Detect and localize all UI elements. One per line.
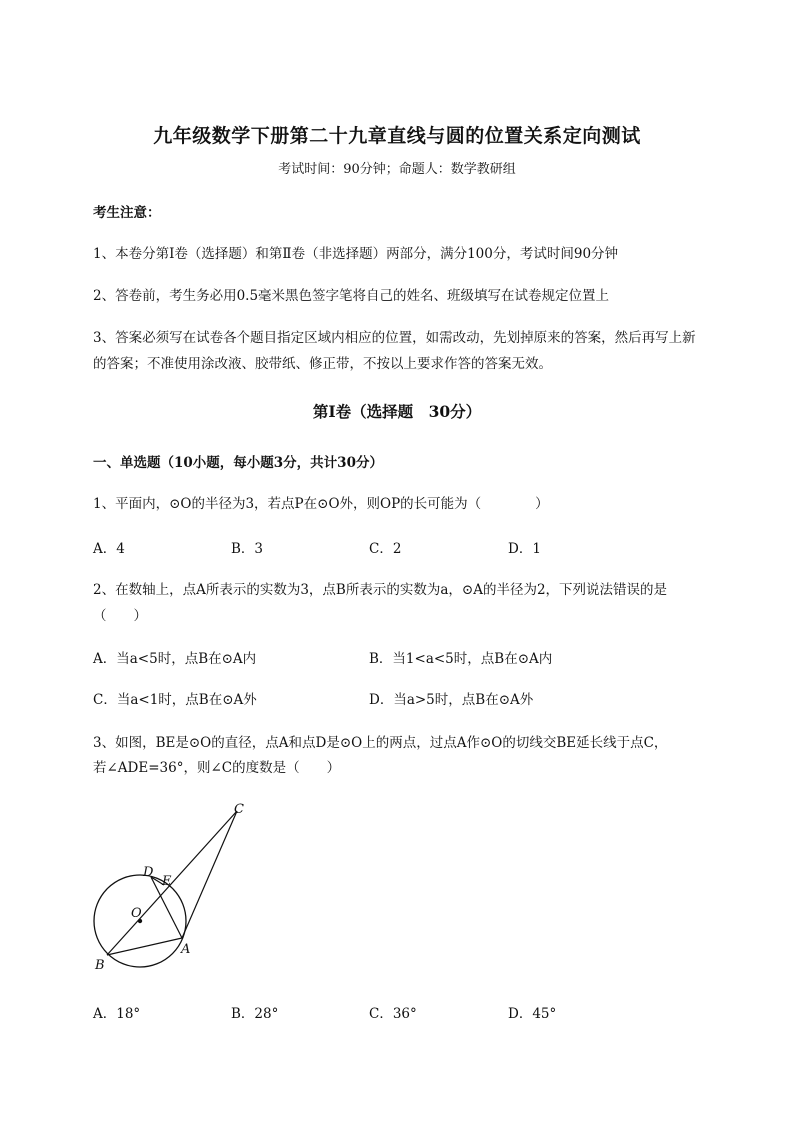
label-e: E: [162, 874, 172, 889]
notice-heading: 考生注意：: [93, 205, 161, 221]
label-o: O: [131, 906, 142, 921]
question-2-option-b[interactable]: B．当1<a<5时，点B在⊙A内: [369, 651, 553, 667]
question-2-text-cont: （ ）: [93, 608, 147, 624]
notice-item-1: 1、本卷分第I卷（选择题）和第Ⅱ卷（非选择题）两部分，满分100分，考试时间90分钟: [93, 246, 619, 262]
question-3-text-cont: 若∠ADE=36°，则∠C的度数是（ ）: [93, 760, 341, 776]
question-3-option-c[interactable]: C．36°: [369, 1006, 417, 1022]
question-2-option-c[interactable]: C．当a<1时，点B在⊙A外: [93, 692, 257, 708]
question-3-option-d[interactable]: D．45°: [508, 1006, 557, 1022]
part-heading: 一、单选题（10小题，每小题3分，共计30分）: [93, 455, 383, 471]
question-2-option-d[interactable]: D．当a>5时，点B在⊙A外: [369, 692, 534, 708]
section-title: 第I卷（选择题 30分）: [312, 402, 482, 421]
notice-item-3: 3、答案必须写在试卷各个题目指定区域内相应的位置，如需改动，先划掉原来的答案，然后再写上新: [93, 330, 696, 346]
question-1-option-d[interactable]: D．1: [508, 541, 541, 557]
question-1-text: 1、平面内，⊙O的半径为3，若点P在⊙O外，则OP的长可能为（ ）: [93, 496, 549, 512]
question-3-option-b[interactable]: B．28°: [231, 1006, 279, 1022]
label-a: A: [181, 942, 191, 957]
question-3-figure: [85, 795, 260, 980]
notice-item-2: 2、答卷前，考生务必用0.5毫米黑色签字笔将自己的姓名、班级填写在试卷规定位置上: [93, 288, 610, 304]
page-title: 九年级数学下册第二十九章直线与圆的位置关系定向测试: [153, 125, 641, 147]
label-c: C: [234, 802, 244, 817]
label-b: B: [95, 958, 105, 973]
line-bc: [107, 811, 237, 955]
question-3-option-a[interactable]: A．18°: [93, 1006, 141, 1022]
tangent-ac: [182, 811, 237, 938]
label-d: D: [143, 865, 154, 880]
page-subtitle: 考试时间：90分钟；命题人：数学教研组: [278, 162, 516, 177]
notice-item-3-cont: 的答案；不准使用涂改液、胶带纸、修正带，不按以上要求作答的答案无效。: [93, 356, 552, 372]
question-2-option-a[interactable]: A．当a<5时，点B在⊙A内: [93, 651, 257, 667]
chord-ba: [107, 938, 182, 955]
question-3-text: 3、如图，BE是⊙O的直径，点A和点D是⊙O上的两点，过点A作⊙O的切线交BE延长线于点C，: [93, 735, 668, 751]
question-1-option-b[interactable]: B．3: [231, 541, 264, 557]
question-1-option-c[interactable]: C．2: [369, 541, 402, 557]
question-2-text: 2、在数轴上，点A所表示的实数为3，点B所表示的实数为a，⊙A的半径为2，下列说法错误的是: [93, 582, 668, 598]
question-1-option-a[interactable]: A．4: [93, 541, 125, 557]
